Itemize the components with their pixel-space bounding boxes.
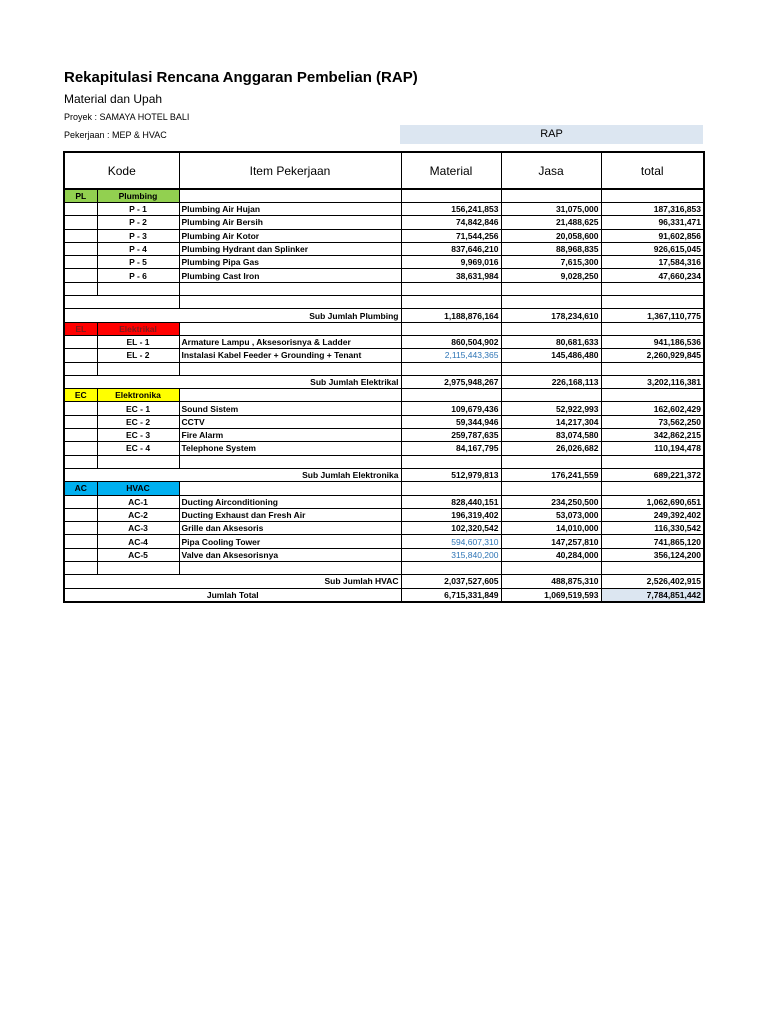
row-total: 47,660,234	[601, 269, 704, 282]
document-subtitle: Material dan Upah	[64, 92, 163, 106]
row-code: AC-4	[97, 535, 179, 548]
row-item: Pipa Cooling Tower	[179, 535, 401, 548]
subtotal-label: Sub Jumlah Elektrikal	[64, 375, 401, 388]
row-jasa: 14,010,000	[501, 522, 601, 535]
grand-total-row	[64, 588, 704, 602]
section-name: Plumbing	[97, 189, 179, 203]
row-jasa: 31,075,000	[501, 203, 601, 216]
table-row	[64, 429, 704, 442]
row-code: AC-1	[97, 495, 179, 508]
subtotal-material: 2,037,527,605	[401, 575, 501, 588]
row-item: Armature Lampu , Aksesorisnya & Ladder	[179, 335, 401, 348]
subtotal-label: Sub Jumlah HVAC	[64, 575, 401, 588]
row-jasa: 52,922,993	[501, 402, 601, 415]
table-header-row	[64, 152, 704, 189]
rap-header-band: RAP	[400, 125, 703, 144]
subtotal-material: 512,979,813	[401, 468, 501, 481]
row-material: 837,646,210	[401, 242, 501, 255]
row-jasa: 234,250,500	[501, 495, 601, 508]
subtotal-row-elektronika	[64, 468, 704, 481]
project-label: Proyek : SAMAYA HOTEL BALI	[64, 112, 190, 122]
work-label: Pekerjaan : MEP & HVAC	[64, 130, 167, 140]
row-material: 38,631,984	[401, 269, 501, 282]
row-jasa: 80,681,633	[501, 335, 601, 348]
grand-total-material: 6,715,331,849	[401, 588, 501, 602]
table-row	[64, 442, 704, 455]
table-row	[64, 203, 704, 216]
row-total: 110,194,478	[601, 442, 704, 455]
table-row	[64, 495, 704, 508]
section-code: PL	[64, 189, 97, 203]
empty-row	[64, 455, 704, 468]
subtotal-row-elektrikal	[64, 375, 704, 388]
row-item: Grille dan Aksesoris	[179, 522, 401, 535]
grand-total-total: 7,784,851,442	[601, 588, 704, 602]
subtotal-material: 1,188,876,164	[401, 309, 501, 322]
row-total: 96,331,471	[601, 216, 704, 229]
row-material: 196,319,402	[401, 508, 501, 521]
empty-row	[64, 296, 704, 309]
row-material: 74,842,846	[401, 216, 501, 229]
row-material: 156,241,853	[401, 203, 501, 216]
row-item: Valve dan Aksesorisnya	[179, 548, 401, 561]
row-total: 73,562,250	[601, 415, 704, 428]
row-material: 860,504,902	[401, 335, 501, 348]
row-item: Ducting Exhaust dan Fresh Air	[179, 508, 401, 521]
row-jasa: 14,217,304	[501, 415, 601, 428]
row-code: AC-2	[97, 508, 179, 521]
row-material: 71,544,256	[401, 229, 501, 242]
table-row	[64, 402, 704, 415]
row-item: Plumbing Hydrant dan Splinker	[179, 242, 401, 255]
row-jasa: 88,968,835	[501, 242, 601, 255]
row-code: EC - 1	[97, 402, 179, 415]
table-row	[64, 229, 704, 242]
row-item: Plumbing Air Kotor	[179, 229, 401, 242]
row-material: 9,969,016	[401, 256, 501, 269]
row-item: CCTV	[179, 415, 401, 428]
row-jasa: 20,058,600	[501, 229, 601, 242]
table-row	[64, 269, 704, 282]
table-row	[64, 415, 704, 428]
subtotal-jasa: 176,241,559	[501, 468, 601, 481]
subtotal-total: 1,367,110,775	[601, 309, 704, 322]
row-jasa: 9,028,250	[501, 269, 601, 282]
col-header-material: Material	[401, 152, 501, 189]
row-jasa: 26,026,682	[501, 442, 601, 455]
empty-row	[64, 282, 704, 295]
grand-total-label: Jumlah Total	[64, 588, 401, 602]
subtotal-jasa: 488,875,310	[501, 575, 601, 588]
subtotal-total: 3,202,116,381	[601, 375, 704, 388]
row-total: 741,865,120	[601, 535, 704, 548]
table-row	[64, 335, 704, 348]
subtotal-jasa: 178,234,610	[501, 309, 601, 322]
row-item: Telephone System	[179, 442, 401, 455]
row-item: Plumbing Air Bersih	[179, 216, 401, 229]
col-header-item: Item Pekerjaan	[179, 152, 401, 189]
row-jasa: 83,074,580	[501, 429, 601, 442]
section-header-plumbing	[64, 189, 704, 203]
row-code: P - 2	[97, 216, 179, 229]
row-jasa: 40,284,000	[501, 548, 601, 561]
row-total: 249,392,402	[601, 508, 704, 521]
row-material: 84,167,795	[401, 442, 501, 455]
row-code: P - 4	[97, 242, 179, 255]
row-total: 187,316,853	[601, 203, 704, 216]
col-header-total: total	[601, 152, 704, 189]
empty-row	[64, 562, 704, 575]
row-item: Plumbing Cast Iron	[179, 269, 401, 282]
section-code: EL	[64, 322, 97, 335]
section-header-hvac	[64, 482, 704, 495]
row-jasa: 7,615,300	[501, 256, 601, 269]
row-jasa: 53,073,000	[501, 508, 601, 521]
subtotal-total: 2,526,402,915	[601, 575, 704, 588]
row-total: 17,584,316	[601, 256, 704, 269]
row-code: EL - 2	[97, 349, 179, 362]
row-total: 926,615,045	[601, 242, 704, 255]
row-total: 91,602,856	[601, 229, 704, 242]
row-total: 356,124,200	[601, 548, 704, 561]
row-total: 1,062,690,651	[601, 495, 704, 508]
row-total: 2,260,929,845	[601, 349, 704, 362]
row-material: 109,679,436	[401, 402, 501, 415]
row-total: 116,330,542	[601, 522, 704, 535]
row-item: Plumbing Pipa Gas	[179, 256, 401, 269]
row-jasa: 147,257,810	[501, 535, 601, 548]
row-code: AC-3	[97, 522, 179, 535]
table-row	[64, 522, 704, 535]
row-total: 342,862,215	[601, 429, 704, 442]
row-item: Ducting Airconditioning	[179, 495, 401, 508]
row-material: 59,344,946	[401, 415, 501, 428]
row-material: 259,787,635	[401, 429, 501, 442]
section-name: Elektrikal	[97, 322, 179, 335]
subtotal-jasa: 226,168,113	[501, 375, 601, 388]
subtotal-material: 2,975,948,267	[401, 375, 501, 388]
table-row	[64, 216, 704, 229]
table-row	[64, 256, 704, 269]
row-code: EC - 3	[97, 429, 179, 442]
table-row	[64, 548, 704, 561]
col-header-jasa: Jasa	[501, 152, 601, 189]
row-material: 315,840,200	[401, 548, 501, 561]
row-total: 162,602,429	[601, 402, 704, 415]
section-header-elektrikal	[64, 322, 704, 335]
empty-row	[64, 362, 704, 375]
row-code: AC-5	[97, 548, 179, 561]
row-item: Plumbing Air Hujan	[179, 203, 401, 216]
row-jasa: 145,486,480	[501, 349, 601, 362]
row-code: P - 1	[97, 203, 179, 216]
document-title: Rekapitulasi Rencana Anggaran Pembelian (RAP)	[64, 69, 418, 86]
table-row	[64, 508, 704, 521]
row-jasa: 21,488,625	[501, 216, 601, 229]
subtotal-label: Sub Jumlah Elektronika	[64, 468, 401, 481]
row-item: Instalasi Kabel Feeder + Grounding + Tenant	[179, 349, 401, 362]
row-total: 941,186,536	[601, 335, 704, 348]
subtotal-row-plumbing	[64, 309, 704, 322]
table-row	[64, 535, 704, 548]
row-material: 594,607,310	[401, 535, 501, 548]
row-item: Fire Alarm	[179, 429, 401, 442]
row-item: Sound Sistem	[179, 402, 401, 415]
subtotal-row-hvac	[64, 575, 704, 588]
budget-table	[63, 151, 705, 603]
col-header-kode: Kode	[64, 152, 179, 189]
row-code: P - 3	[97, 229, 179, 242]
subtotal-label: Sub Jumlah Plumbing	[64, 309, 401, 322]
row-code: P - 5	[97, 256, 179, 269]
row-code: EL - 1	[97, 335, 179, 348]
table-row	[64, 242, 704, 255]
row-code: P - 6	[97, 269, 179, 282]
row-material: 2,115,443,365	[401, 349, 501, 362]
row-material: 102,320,542	[401, 522, 501, 535]
section-header-elektronika	[64, 389, 704, 402]
row-code: EC - 4	[97, 442, 179, 455]
section-code: AC	[64, 482, 97, 495]
section-name: HVAC	[97, 482, 179, 495]
section-name: Elektronika	[97, 389, 179, 402]
row-material: 828,440,151	[401, 495, 501, 508]
section-code: EC	[64, 389, 97, 402]
subtotal-total: 689,221,372	[601, 468, 704, 481]
grand-total-jasa: 1,069,519,593	[501, 588, 601, 602]
row-code: EC - 2	[97, 415, 179, 428]
table-row	[64, 349, 704, 362]
